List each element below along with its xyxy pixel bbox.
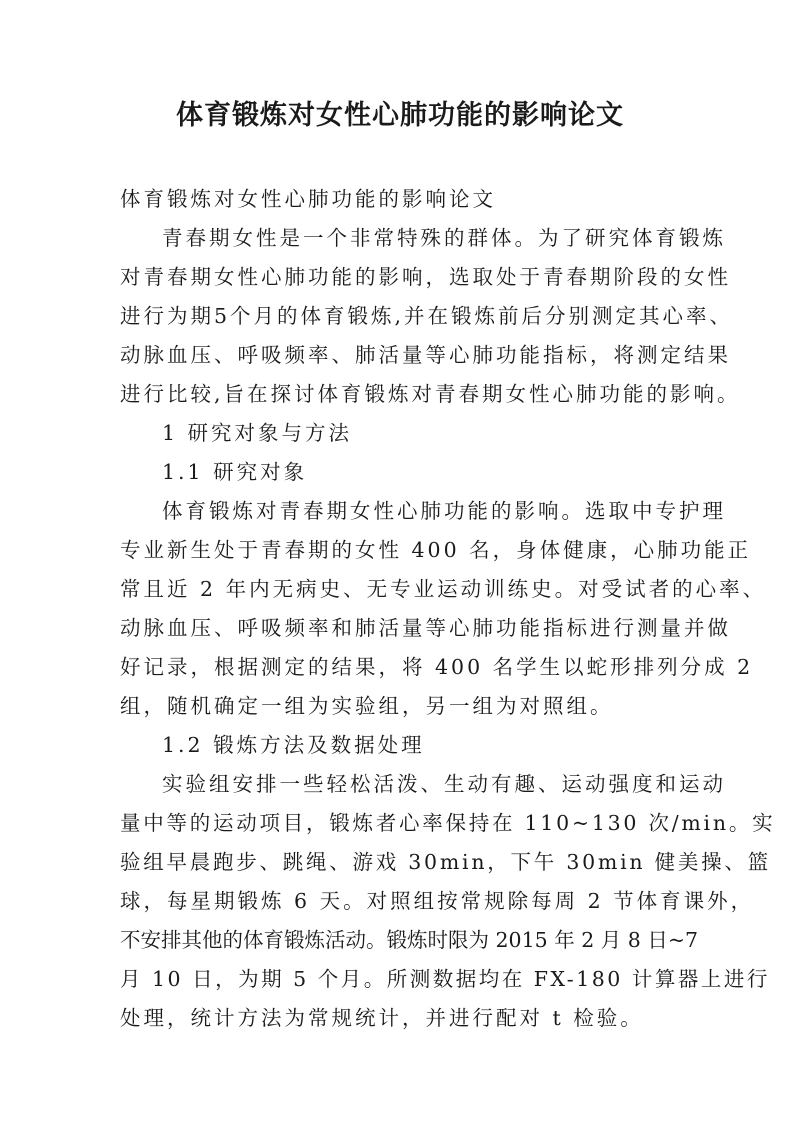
paragraph-line: 专业新生处于青春期的女性 400 名，身体健康，心肺功能正 <box>120 538 752 562</box>
paragraph-line: 处理，统计方法为常规统计，并进行配对 t 检验。 <box>120 1006 644 1030</box>
body-line: 体育锻炼对女性心肺功能的影响论文 <box>120 187 496 211</box>
paragraph-line: 量中等的运动项目，锻炼者心率保持在 110~130 次/min。实 <box>120 811 776 835</box>
paragraph-line: 球，每星期锻炼 6 天。对照组按常规除每周 2 节体育课外， <box>120 889 755 913</box>
paragraph-line: 常且近 2 年内无病史、无专业运动训练史。对受试者的心率、 <box>120 577 767 601</box>
paragraph-line: 组，随机确定一组为实验组，另一组为对照组。 <box>120 694 614 718</box>
paragraph-line: 进行比较,旨在探讨体育锻炼对青春期女性心肺功能的影响。 <box>120 382 741 406</box>
section-heading: 1 研究对象与方法 <box>162 421 353 445</box>
document-title: 体育锻炼对女性心肺功能的影响论文 <box>176 100 624 131</box>
paragraph-line: 实验组安排一些轻松活泼、生动有趣、运动强度和运动 <box>162 772 726 796</box>
paragraph-line: 体育锻炼对青春期女性心肺功能的影响。选取中专护理 <box>162 499 726 523</box>
paragraph-line: 青春期女性是一个非常特殊的群体。为了研究体育锻炼 <box>162 226 726 250</box>
paragraph-line: 对青春期女性心肺功能的影响，选取处于青春期阶段的女性 <box>120 265 731 289</box>
paragraph-line: 好记录，根据测定的结果，将 400 名学生以蛇形排列分成 2 <box>120 655 754 679</box>
paragraph-line: 月 10 日，为期 5 个月。所测数据均在 FX-180 计算器上进行 <box>120 967 770 991</box>
document-body <box>120 180 776 1038</box>
subsection-heading: 1.1 研究对象 <box>162 460 308 484</box>
paragraph-line: 进行为期5个月的体育锻炼,并在锻炼前后分别测定其心率、 <box>120 304 734 328</box>
paragraph-line: 动脉血压、呼吸频率和肺活量等心肺功能指标进行测量并做 <box>120 616 731 640</box>
subsection-heading: 1.2 锻炼方法及数据处理 <box>162 733 425 757</box>
paragraph-line: 验组早晨跑步、跳绳、游戏 30min，下午 30min 健美操、篮 <box>120 850 771 874</box>
paragraph-line: 动脉血压、呼吸频率、肺活量等心肺功能指标，将测定结果 <box>120 343 731 367</box>
paragraph-line: 不安排其他的体育锻炼活动。锻炼时限为 2015 年 2 月 8 日~7 <box>120 928 699 952</box>
